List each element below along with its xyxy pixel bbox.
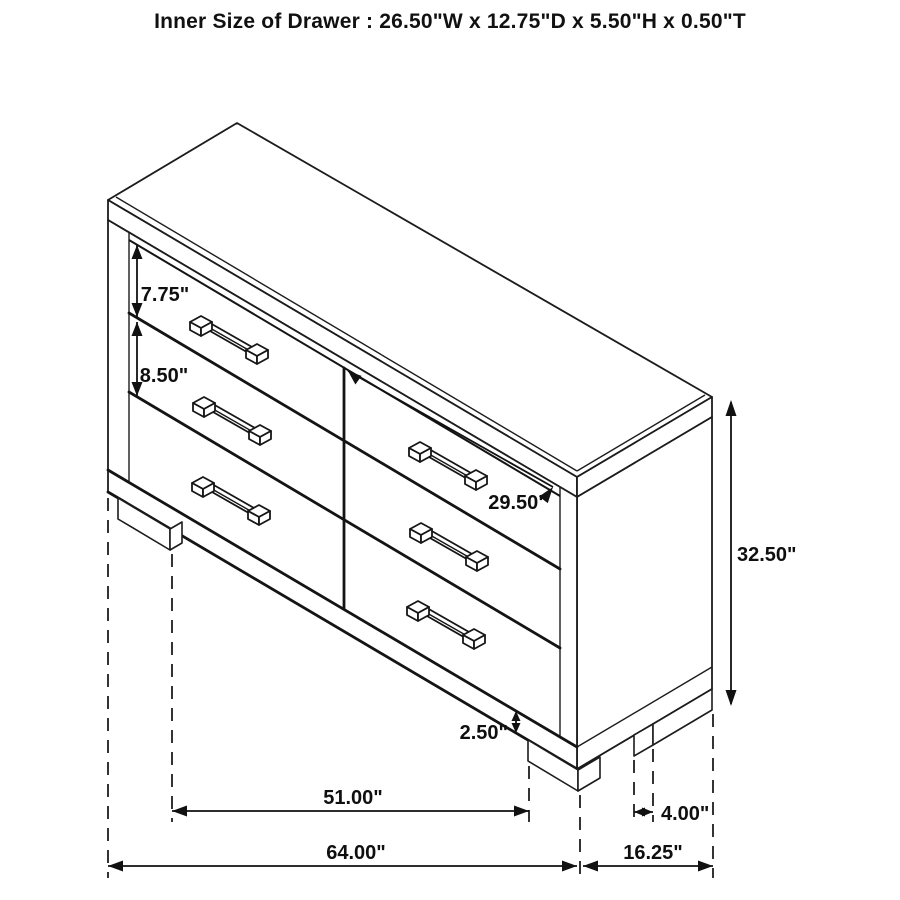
arrowhead bbox=[698, 861, 713, 872]
dim-overall-height-label: 32.50" bbox=[737, 544, 797, 566]
dim-drawer-width-label: 29.50" bbox=[488, 492, 548, 514]
dim-leg-spacing-label: 51.00" bbox=[323, 787, 383, 809]
arrowhead bbox=[562, 861, 577, 872]
dim-lower-drawer-height-label: 8.50" bbox=[139, 365, 189, 387]
dim-leg-width-label: 4.00" bbox=[661, 803, 710, 825]
diagram-title: Inner Size of Drawer : 26.50"W x 12.75"D x 5.50"H x 0.50"T bbox=[154, 10, 746, 33]
arrowhead bbox=[583, 861, 598, 872]
dim-overall-depth-label: 16.25" bbox=[623, 842, 683, 864]
arrowhead bbox=[642, 808, 653, 817]
dim-overall-width-label: 64.00" bbox=[326, 842, 386, 864]
dim-base-height-label: 2.50" bbox=[459, 722, 508, 744]
arrowhead bbox=[172, 806, 187, 817]
arrowhead bbox=[108, 861, 123, 872]
dim-top-drawer-height-label: 7.75" bbox=[140, 284, 190, 306]
arrowhead bbox=[514, 806, 529, 817]
arrowhead bbox=[726, 690, 737, 706]
dresser-cabinet bbox=[108, 123, 712, 769]
arrowhead bbox=[726, 400, 737, 416]
